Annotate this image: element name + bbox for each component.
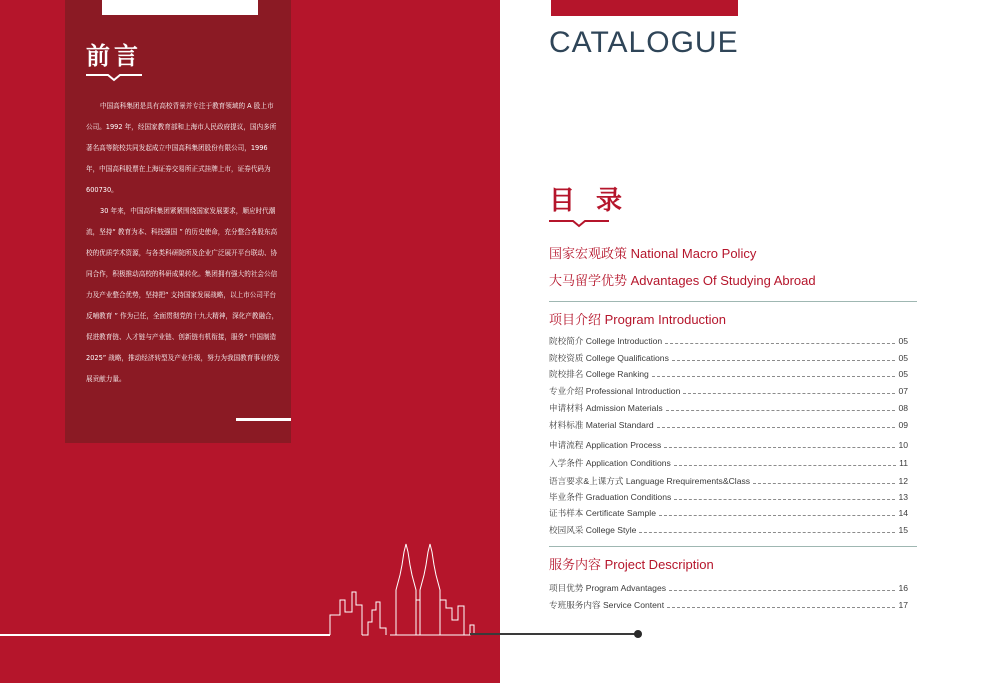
toc-entry-page: 12 [898, 476, 908, 486]
preface-title: 前言 [86, 42, 142, 70]
toc-entry[interactable] [549, 438, 908, 451]
timeline-line [470, 633, 638, 635]
divider [549, 546, 917, 547]
toc-entry-label: 证书样本 Certificate Sample [549, 508, 656, 518]
toc-entry[interactable] [549, 490, 908, 503]
toc-entry-page: 07 [898, 386, 908, 396]
toc-entry-page: 05 [898, 353, 908, 363]
toc-entry[interactable] [549, 367, 908, 380]
leader-dots [665, 343, 895, 344]
toc-entry[interactable] [549, 598, 908, 611]
toc-entry[interactable] [549, 523, 908, 536]
leader-dots [667, 607, 895, 608]
preface-paragraph: 30 年来，中国高科集团紧紧围绕国家发展要求，顺应时代潮流，坚持“ 教育为本、科技强国 ” 的历史使命，充分整合各股东高校的优质学术资源，与各类科研院所及企业广泛展开平台联动、协同合作，积极推动高校的科研成果转化。集团拥有强大的社会公信力及产业整合优势，坚持把“ 支持国家发展战略，以上市公司平台反哺教育 ” 作为己任，全面贯彻党的十九大精神，深化产教融合，促进教育链、人才链与产业链、创新链有机衔接，服务“ 中国制造2025” 战略，推动经济转型及产业升级，努力为我国教育事业的发展贡献力量。 [86, 207, 280, 383]
table-of-contents-title: 目 录 [549, 186, 629, 216]
toc-entry-page: 16 [898, 583, 908, 593]
toc-entry-page: 05 [898, 336, 908, 346]
preface-body [86, 96, 280, 390]
leader-dots [669, 590, 895, 591]
toc-entry-page: 08 [898, 403, 908, 413]
toc-entry-page: 09 [898, 420, 908, 430]
toc-entry-label: 材料标准 Material Standard [549, 420, 654, 430]
preface-accent-bar [236, 418, 291, 421]
leader-dots [672, 360, 896, 361]
catalogue-title: CATALOGUE [549, 26, 739, 59]
toc-entry[interactable] [549, 418, 908, 431]
toc-entry[interactable] [549, 334, 908, 347]
toc-policy-national[interactable]: 国家宏观政策 National Macro Policy [549, 246, 757, 261]
toc-entry-label: 校园风采 College Style [549, 525, 637, 535]
leader-dots [639, 532, 895, 533]
toc-entry-label: 项目优势 Program Advantages [549, 583, 667, 593]
title-underline-icon [86, 70, 142, 82]
leader-dots [664, 447, 895, 448]
toc-policy-advantages[interactable]: 大马留学优势 Advantages Of Studying Abroad [549, 273, 816, 288]
city-skyline-illustration [0, 540, 500, 640]
preface-top-tab [102, 0, 258, 15]
toc-entry-page: 17 [898, 600, 908, 610]
toc-section-heading[interactable]: 服务内容 Project Description [549, 557, 714, 572]
toc-entry-label: 专业介绍 Professional Introduction [549, 386, 681, 396]
toc-entry-label: 院校排名 College Ranking [549, 369, 649, 379]
leader-dots [674, 499, 895, 500]
leader-dots [652, 376, 896, 377]
leader-dots [666, 410, 896, 411]
toc-entry[interactable] [549, 506, 908, 519]
toc-entry-page: 13 [898, 492, 908, 502]
toc-entry-page: 15 [898, 525, 908, 535]
leader-dots [657, 427, 896, 428]
timeline-dot-icon [634, 630, 642, 638]
toc-entry-label: 毕业条件 Graduation Conditions [549, 492, 672, 502]
toc-entry-page: 14 [898, 508, 908, 518]
preface-paragraph: 中国高科集团是具有高校背景并专注于教育领域的 A 股上市公司。1992 年，经国家教育部和上海市人民政府提议，国内多所著名高等院校共同发起成立中国高科集团股份有限公司，1996 年，中国高科股票在上海证券交易所正式挂牌上市，证券代码为 600730。 [86, 102, 277, 194]
toc-entry-label: 申请流程 Application Process [549, 440, 662, 450]
toc-entry-label: 专班服务内容 Service Content [549, 600, 665, 610]
toc-entry[interactable] [549, 581, 908, 594]
divider [549, 301, 917, 302]
toc-section-heading[interactable]: 项目介绍 Program Introduction [549, 312, 727, 327]
leader-dots [674, 465, 896, 466]
toc-entry-label: 语言要求&上课方式 Language Rrequirements&Class [549, 476, 751, 486]
leader-dots [683, 393, 895, 394]
leader-dots [659, 515, 895, 516]
toc-entry-page: 11 [899, 458, 908, 468]
toc-entry[interactable] [549, 474, 908, 487]
title-underline-icon [549, 216, 609, 228]
toc-entry-label: 院校资质 College Qualifications [549, 353, 669, 363]
leader-dots [753, 483, 895, 484]
catalogue-top-bar [551, 0, 738, 16]
toc-entry-label: 申请材料 Admission Materials [549, 403, 663, 413]
toc-entry[interactable] [549, 351, 908, 364]
toc-entry-label: 入学条件 Application Conditions [549, 458, 671, 468]
toc-entry[interactable] [549, 456, 908, 469]
toc-entry-page: 05 [898, 369, 908, 379]
toc-entry-page: 10 [898, 440, 908, 450]
toc-entry[interactable] [549, 401, 908, 414]
toc-entry-label: 院校简介 College Introduction [549, 336, 663, 346]
toc-entry[interactable] [549, 384, 908, 397]
